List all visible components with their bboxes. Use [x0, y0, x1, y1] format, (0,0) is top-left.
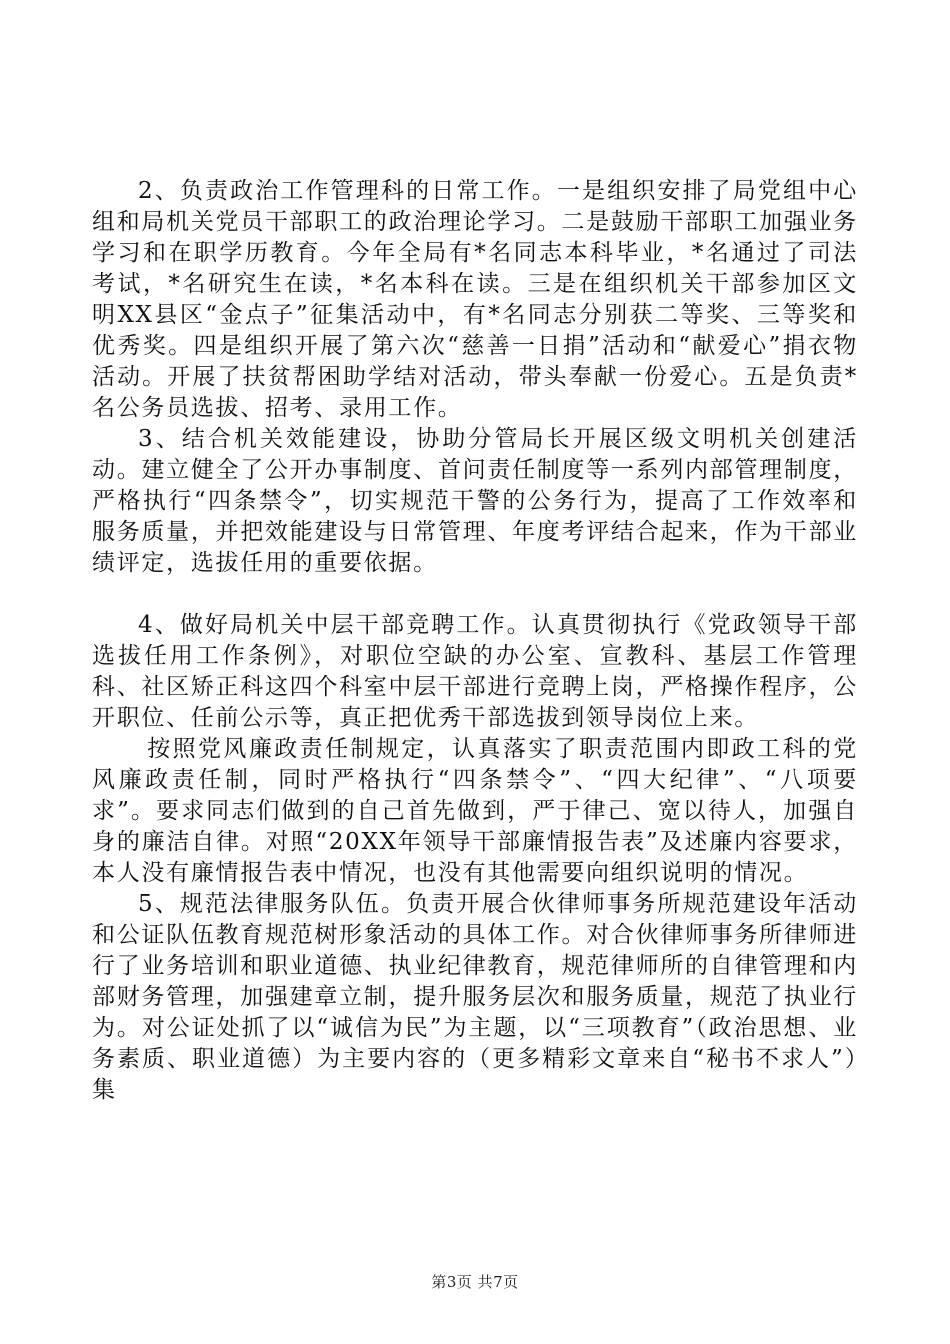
paragraph-integrity: 按照党风廉政责任制规定，认真落实了职责范围内即政工科的党风廉政责任制，同时严格执行“四条禁令”、“四大纪律”、“八项要求”。要求同志们做到的自己首先做到，严于律己、宽以待人，加强自身的廉洁自律。对照“20XX年领导干部廉情报告表”及述廉内容要求，本人没有廉情报告表中情况，也没有其他需要向组织说明的情况。: [92, 736, 858, 886]
paragraph-item-4: 4、做好局机关中层干部竞聘工作。认真贯彻执行《党政领导干部选拔任用工作条例》，对职位空缺的办公室、宣教科、基层工作管理科、社区矫正科这四个科室中层干部进行竞聘上岗，严格操作程序，公开职位、任前公示等，真正把优秀干部选拔到领导岗位上来。: [92, 612, 858, 731]
paragraph-item-3: 3、结合机关效能建设，协助分管局长开展区级文明机关创建活动。建立健全了公开办事制度、首问责任制度等一系列内部管理制度，严格执行“四条禁令”，切实规范干警的公务行为，提高了工作效率和服务质量，并把效能建设与日常管理、年度考评结合起来，作为干部业绩评定，选拔任用的重要依据。: [92, 426, 858, 576]
document-body: [92, 176, 858, 1106]
paragraph-item-5: 5、规范法律服务队伍。负责开展合伙律师事务所规范建设年活动和公证队伍教育规范树形象活动的具体工作。对合伙律师事务所律师进行了业务培训和职业道德、执业纪律教育，规范律师所的自律管理和内部财务管理，加强建章立制，提升服务层次和服务质量，规范了执业行为。对公证处抓了以“诚信为民”为主题，以“三项教育”（政治思想、业务素质、职业道德）为主要内容的（更多精彩文章来自“秘书不求人”）集: [92, 891, 858, 1103]
page-number-footer: 第3页 共7页: [431, 1273, 519, 1291]
paragraph-item-2: 2、负责政治工作管理科的日常工作。一是组织安排了局党组中心组和局机关党员干部职工的政治理论学习。二是鼓励干部职工加强业务学习和在职学历教育。今年全局有*名同志本科毕业，*名通过了司法考试，*名研究生在读，*名本科在读。三是在组织机关干部参加区文明XX县区“金点子”征集活动中，有*名同志分别获二等奖、三等奖和优秀奖。四是组织开展了第六次“慈善一日捐”活动和“献爱心”捐衣物活动。开展了扶贫帮困助学结对活动，带头奉献一份爱心。五是负责*名公务员选拔、招考、录用工作。: [92, 178, 858, 421]
